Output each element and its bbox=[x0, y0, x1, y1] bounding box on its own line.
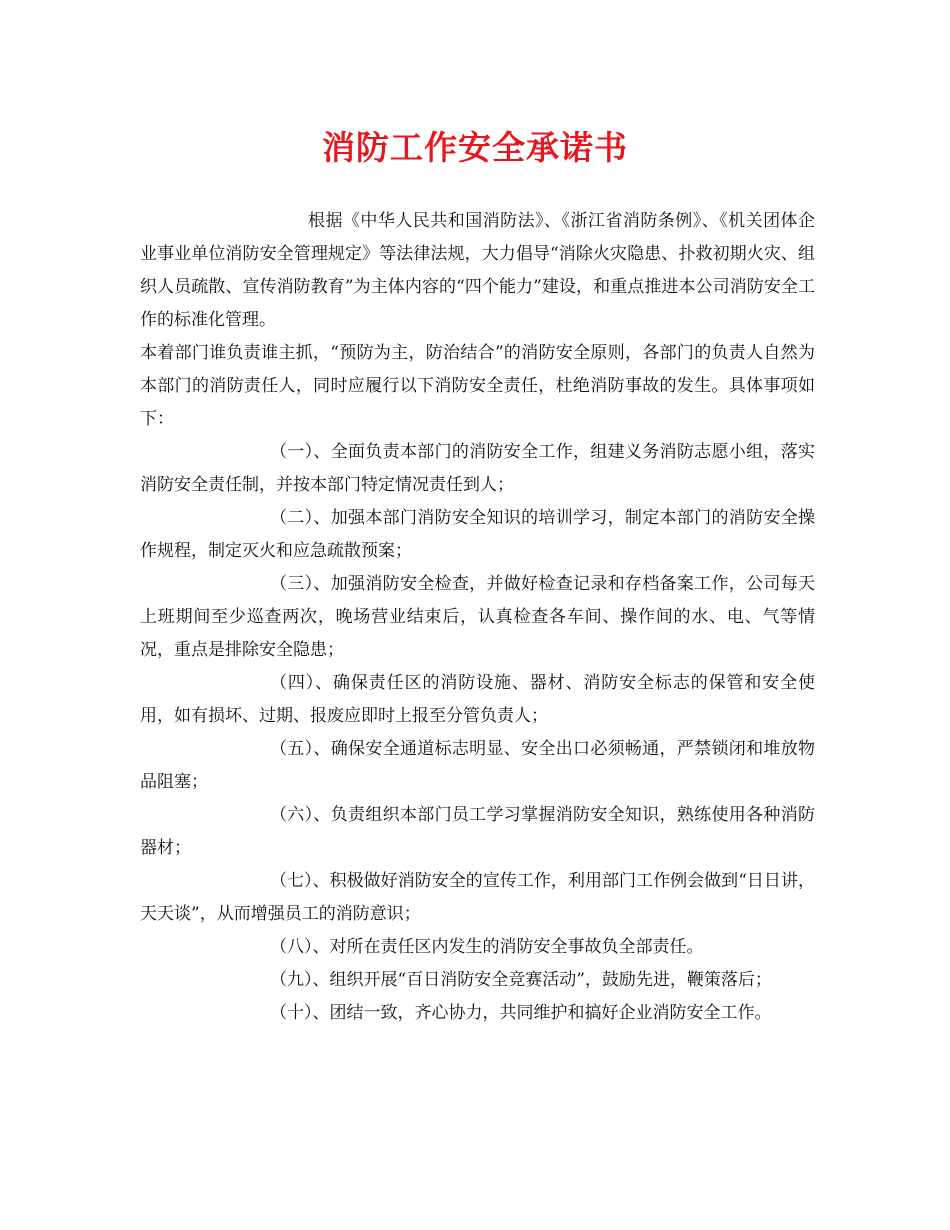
list-item: （七）、积极做好消防安全的宣传工作，利用部门工作例会做到“日日讲，天天谈”，从而增强员工的消防意识； bbox=[140, 871, 815, 924]
list-item: （十）、团结一致，齐心协力，共同维护和搞好企业消防安全工作。 bbox=[270, 1003, 772, 1023]
principle-paragraph: 本着部门谁负责谁主抓，“预防为主，防治结合”的消防安全原则，各部门的负责人自然为本部门的消防责任人，同时应履行以下消防安全责任，杜绝消防事故的发生。具体事项如下： bbox=[140, 343, 815, 429]
list-item: （九）、组织开展“百日消防安全竞赛活动”，鼓励先进，鞭策落后； bbox=[270, 970, 772, 990]
list-item: （三）、加强消防安全检查，并做好检查记录和存档备案工作，公司每天上班期间至少巡查两次，晚场营业结束后，认真检查各车间、操作间的水、电、气等情况，重点是排除安全隐患； bbox=[140, 574, 815, 660]
intro-paragraph: 根据《中华人民共和国消防法》、《浙江省消防条例》、《机关团体企业事业单位消防安全管理规定》等法律法规，大力倡导“消除火灾隐患、扑救初期火灾、组织人员疏散、宣传消防教育”为主体内容的“四个能力”建设，和重点推进本公司消防安全工作的标准化管理。 bbox=[140, 211, 815, 330]
list-item: （六）、负责组织本部门员工学习掌握消防安全知识，熟练使用各种消防器材； bbox=[140, 805, 815, 858]
list-item: （五）、确保安全通道标志明显、安全出口必须畅通，严禁锁闭和堆放物品阻塞； bbox=[140, 739, 815, 792]
list-item: （一）、全面负责本部门的消防安全工作，组建义务消防志愿小组，落实消防安全责任制，并按本部门特定情况责任到人； bbox=[140, 442, 815, 495]
list-item: （四）、确保责任区的消防设施、器材、消防安全标志的保管和安全使用，如有损坏、过期、报废应即时上报至分管负责人； bbox=[140, 673, 815, 726]
list-item: （二）、加强本部门消防安全知识的培训学习，制定本部门的消防安全操作规程，制定灭火和应急疏散预案； bbox=[140, 508, 815, 561]
list-item: （八）、对所在责任区内发生的消防安全事故负全部责任。 bbox=[270, 937, 704, 957]
document-title: 消防工作安全承诺书 bbox=[322, 128, 628, 167]
document-body bbox=[140, 205, 815, 1030]
